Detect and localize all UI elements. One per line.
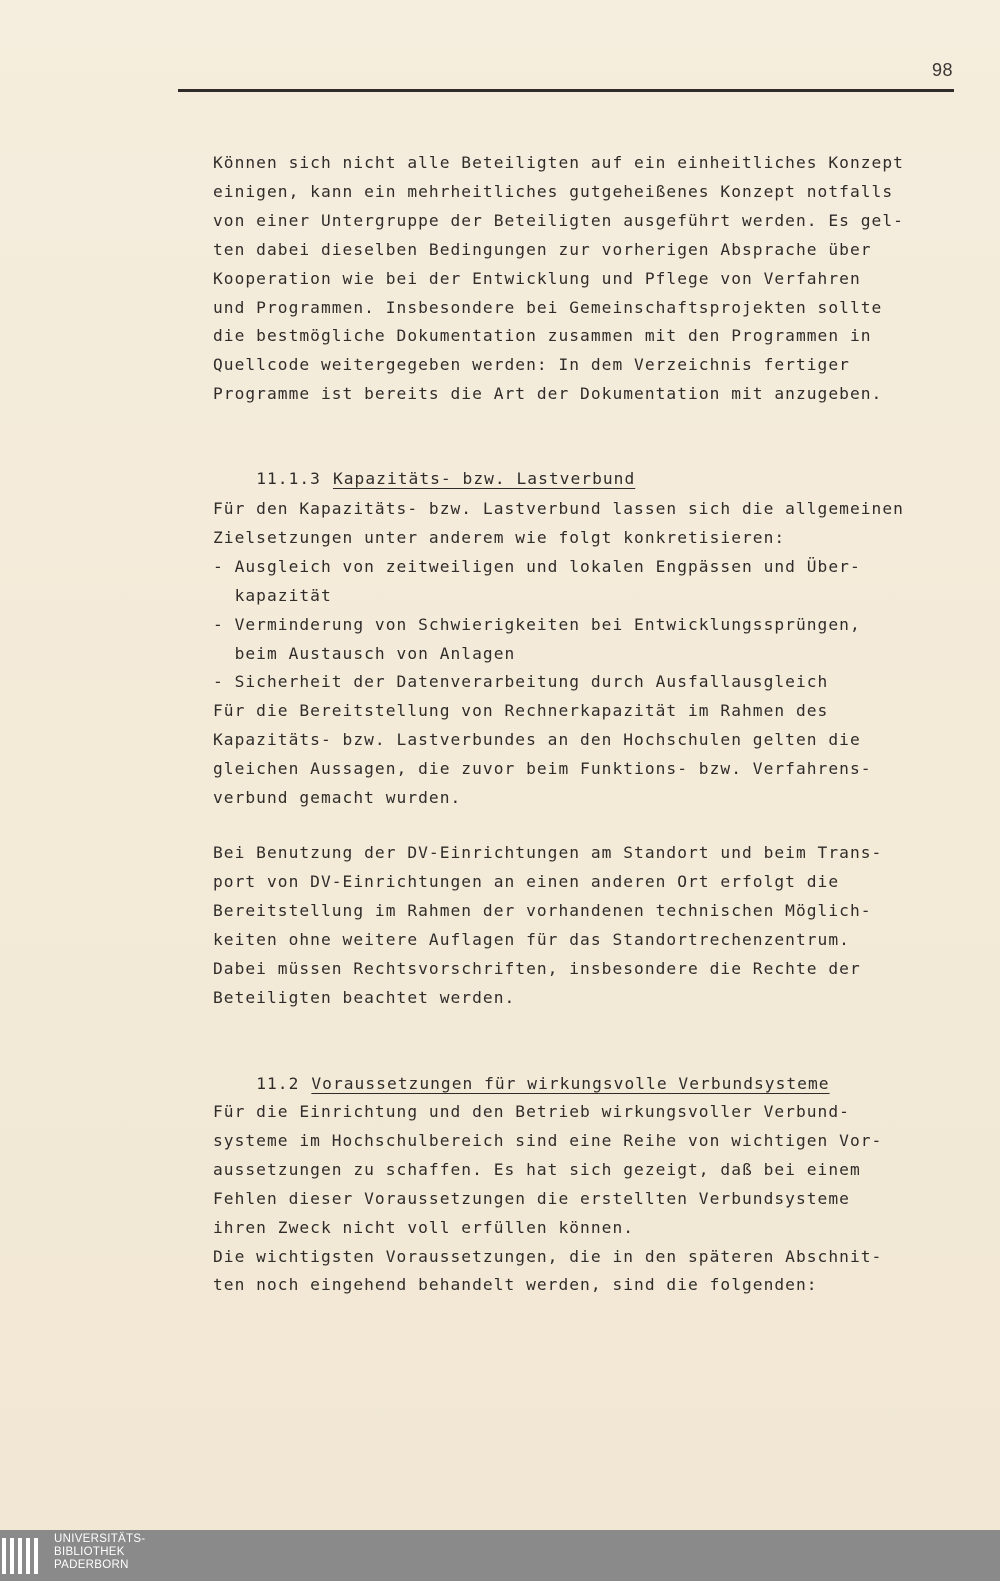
- section-number: 11.2: [256, 1073, 300, 1093]
- logo-line: PADERBORN: [54, 1559, 129, 1571]
- library-footer: [0, 1530, 1000, 1581]
- text-line: - Verminderung von Schwierigkeiten bei Entwicklungssprüngen,: [213, 614, 861, 634]
- text-line: Programme ist bereits die Art der Dokumentation mit anzugeben.: [213, 384, 883, 404]
- text-line: Können sich nicht alle Beteiligten auf ein einheitliches Konzept: [213, 153, 904, 172]
- text-line: Fehlen dieser Voraussetzungen die erstellten Verbundsysteme: [213, 1188, 850, 1208]
- text-line: - Ausgleich von zeitweiligen und lokalen Engpässen und Über-: [213, 556, 861, 576]
- text-line: gleichen Aussagen, die zuvor beim Funktions- bzw. Verfahrens-: [213, 759, 872, 779]
- text-line: Für die Einrichtung und den Betrieb wirkungsvoller Verbund-: [213, 1102, 850, 1121]
- text-line: Bereitstellung im Rahmen der vorhandenen technischen Möglich-: [213, 900, 872, 920]
- text-line: Die wichtigsten Voraussetzungen, die in den späteren Abschnit-: [213, 1246, 883, 1266]
- logo-line: UNIVERSITÄTS-: [54, 1533, 146, 1545]
- intro-paragraph: [213, 149, 963, 409]
- text-line: keiten ohne weitere Auflagen für das Standortrechenzentrum.: [213, 929, 850, 949]
- logo-line: BIBLIOTHEK: [54, 1546, 125, 1558]
- text-line: Zielsetzungen unter anderem wie folgt konkretisieren:: [213, 527, 786, 547]
- text-line: aussetzungen zu schaffen. Es hat sich gezeigt, daß bei einem: [213, 1159, 861, 1179]
- prerequisites-paragraph: [213, 1098, 963, 1300]
- text-line: Bei Benutzung der DV-Einrichtungen am Standort und beim Trans-: [213, 843, 883, 862]
- text-line: die bestmögliche Dokumentation zusammen mit den Programmen in: [213, 326, 872, 346]
- text-line: Für die Bereitstellung von Rechnerkapazität im Rahmen des: [213, 701, 829, 721]
- section-title: Kapazitäts- bzw. Lastverbund: [332, 468, 636, 488]
- text-line: Kooperation wie bei der Entwicklung und Pflege von Verfahren: [213, 268, 861, 288]
- section-number: 11.1.3: [256, 468, 321, 488]
- page-number: 98: [931, 60, 953, 80]
- text-line: systeme im Hochschulbereich sind eine Reihe von wichtigen Vor-: [213, 1130, 883, 1150]
- text-line: und Programmen. Insbesondere bei Gemeinschaftsprojekten sollte: [213, 297, 883, 317]
- text-line: port von DV-Einrichtungen an einen anderen Ort erfolgt die: [213, 871, 840, 891]
- text-line: ihren Zweck nicht voll erfüllen können.: [213, 1217, 635, 1237]
- text-line: Für den Kapazitäts- bzw. Lastverbund lassen sich die allgemeinen: [213, 499, 904, 518]
- text-line: - Sicherheit der Datenverarbeitung durch Ausfallausgleich: [213, 672, 829, 692]
- text-line: einigen, kann ein mehrheitliches gutgeheißenes Konzept notfalls: [213, 181, 894, 201]
- library-logo-text: [54, 1533, 145, 1572]
- text-line: Dabei müssen Rechtsvorschriften, insbesondere die Rechte der: [213, 958, 861, 978]
- text-line: Beteiligten beachtet werden.: [213, 987, 516, 1007]
- text-line: Quellcode weitergegeben werden: In dem Verzeichnis fertiger: [213, 355, 850, 375]
- text-line: verbund gemacht wurden.: [213, 788, 462, 808]
- text-line: Kapazitäts- bzw. Lastverbundes an den Hochschulen gelten die: [213, 730, 861, 750]
- text-line: beim Austausch von Anlagen: [213, 643, 516, 663]
- text-line: von einer Untergruppe der Beteiligten ausgeführt werden. Es gel-: [213, 210, 904, 230]
- section-title: Voraussetzungen für wirkungsvolle Verbundsysteme: [311, 1073, 830, 1093]
- standort-paragraph: [213, 839, 963, 1012]
- capacity-paragraph: [213, 495, 963, 813]
- library-logo-icon: [2, 1538, 46, 1574]
- text-line: kapazität: [213, 585, 332, 605]
- text-line: ten dabei dieselben Bedingungen zur vorherigen Absprache über: [213, 239, 872, 259]
- header-rule: [178, 89, 954, 92]
- text-line: ten noch eingehend behandelt werden, sind die folgenden:: [213, 1275, 818, 1295]
